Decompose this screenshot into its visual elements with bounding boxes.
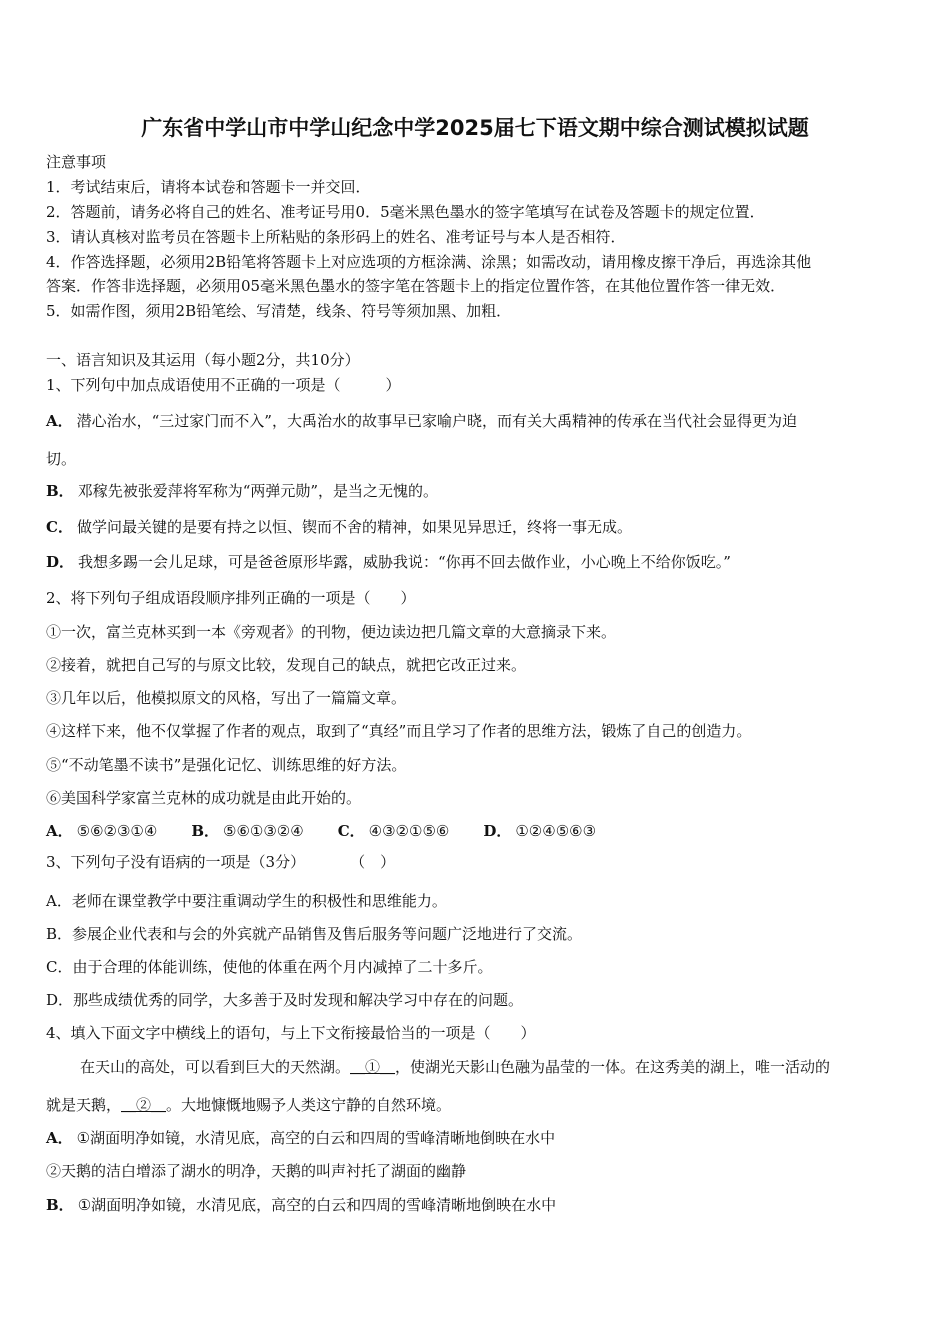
option-text: ①②④⑤⑥③: [515, 822, 597, 840]
q1-option-a-cont: 切。: [46, 450, 77, 468]
blank-1: ＿①＿: [350, 1058, 396, 1076]
option-letter: B．: [46, 1196, 74, 1214]
option-text: ①湖面明净如镜，水清见底，高空的白云和四周的雪峰清晰地倒映在水中: [76, 1129, 556, 1147]
q2-option-c: [338, 821, 450, 841]
option-text: 做学问最关键的是要有持之以恒、锲而不舍的精神，如果见异思迁，终将一事无成。: [76, 518, 632, 536]
option-text: ⑤⑥②③①④: [76, 822, 158, 840]
section-heading: 一、语言知识及其运用（每小题2分，共10分）: [46, 351, 360, 369]
q2-options: [46, 821, 630, 841]
option-text: 邓稼先被张爱萍将军称为“两弹元勋”，是当之无愧的。: [77, 482, 439, 500]
notice-heading: 注意事项: [46, 153, 107, 171]
q4-option-b: [46, 1195, 556, 1215]
q2-stem: 2、将下列句子组成语段顺序排列正确的一项是（ ）: [46, 589, 416, 607]
passage-text: 在天山的高处，可以看到巨大的天然湖。: [80, 1058, 351, 1076]
option-letter: B．: [191, 822, 220, 840]
option-letter: A．: [46, 412, 73, 430]
option-letter: A．: [46, 1129, 73, 1147]
option-text: ①湖面明净如镜，水清见底，高空的白云和四周的雪峰清晰地倒映在水中: [77, 1196, 557, 1214]
option-text: 我想多踢一会儿足球，可是爸爸原形毕露，威胁我说：“你再不回去做作业，小心晚上不给你饭吃。”: [78, 553, 731, 571]
q2-option-a: [46, 821, 157, 841]
notice-item-4: 4．作答选择题，必须用2B铅笔将答题卡上对应选项的方框涂满、涂黑；如需改动，请用橡皮擦干净后，再选涂其他: [46, 253, 812, 271]
option-letter: C．: [337, 822, 365, 840]
blank-2: ＿②＿: [121, 1096, 167, 1114]
page-title: 广东省中学山市中学山纪念中学2025届七下语文期中综合测试模拟试题: [141, 116, 809, 140]
q3-option-b: B．参展企业代表和与会的外宾就产品销售及售后服务等问题广泛地进行了交流。: [46, 925, 583, 943]
q4-option-a: [46, 1128, 555, 1148]
option-letter: D．: [46, 553, 75, 571]
notice-item-1: 1．考试结束后，请将本试卷和答题卡一并交回．: [46, 178, 371, 196]
option-letter: B．: [46, 482, 74, 500]
q4-option-a-line-2: ②天鹅的洁白增添了湖水的明净，天鹅的叫声衬托了湖面的幽静: [46, 1162, 467, 1180]
q2-option-d: [483, 821, 596, 841]
q3-option-d: D．那些成绩优秀的同学，大多善于及时发现和解决学习中存在的问题。: [46, 991, 524, 1009]
passage-text: 。大地慷慨地赐予人类这宁静的自然环境。: [166, 1096, 452, 1114]
q1-option-c: [46, 517, 632, 537]
passage-text: 就是天鹅，: [46, 1096, 122, 1114]
passage-text: ，使湖光天影山色融为晶莹的一体。在这秀美的湖上，唯一活动的: [395, 1058, 831, 1076]
q2-sentence-5: ⑤“不动笔墨不读书”是强化记忆、训练思维的好方法。: [46, 756, 407, 774]
q2-sentence-2: ②接着，就把自己写的与原文比较，发现自己的缺点，就把它改正过来。: [46, 656, 527, 674]
q2-sentence-4: ④这样下来，他不仅掌握了作者的观点，取到了“真经”而且学习了作者的思维方法，锻炼了自己的创造力。: [46, 722, 752, 740]
option-letter: D．: [483, 822, 512, 840]
q3-option-c: C．由于合理的体能训练，使他的体重在两个月内减掉了二十多斤。: [46, 958, 493, 976]
q1-option-b: [46, 481, 438, 501]
q2-option-b: [191, 821, 303, 841]
option-text: ④③②①⑤⑥: [368, 822, 450, 840]
q1-option-a: [46, 411, 797, 431]
option-text: ⑤⑥①③②④: [223, 822, 304, 840]
notice-item-5: 5．如需作图，须用2B铅笔绘、写清楚，线条、符号等须加黑、加粗．: [46, 302, 512, 320]
q2-sentence-1: ①一次，富兰克林买到一本《旁观者》的刊物，便边读边把几篇文章的大意摘录下来。: [46, 623, 617, 641]
notice-item-3: 3．请认真核对监考员在答题卡上所粘贴的条形码上的姓名、准考证号与本人是否相符．: [46, 228, 626, 246]
option-letter: C．: [46, 518, 73, 536]
option-text: 潜心治水，“三过家门而不入”，大禹治水的故事早已家喻户晓，而有关大禹精神的传承在当代社会显得更为迫: [76, 412, 797, 430]
notice-item-2: 2．答题前，请务必将自己的姓名、准考证号用0．5毫米黑色墨水的签字笔填写在试卷及答题卡的规定位置．: [46, 203, 765, 221]
q4-passage-line-2: [46, 1095, 451, 1115]
q1-option-d: [46, 552, 731, 572]
notice-item-4-cont: 答案．作答非选择题，必须用05毫米黑色墨水的签字笔在答题卡上的指定位置作答，在其他位置作答一律无效．: [46, 277, 786, 295]
option-letter: A．: [46, 822, 73, 840]
q2-sentence-6: ⑥美国科学家富兰克林的成功就是由此开始的。: [46, 789, 362, 807]
q3-stem: 3、下列句子没有语病的一项是（3分） （ ）: [46, 853, 396, 871]
q2-sentence-3: ③几年以后，他模拟原文的风格，写出了一篇篇文章。: [46, 689, 407, 707]
q4-stem: 4、填入下面文字中横线上的语句，与上下文衔接最恰当的一项是（ ）: [46, 1024, 536, 1042]
q3-option-a: A．老师在课堂教学中要注重调动学生的积极性和思维能力。: [46, 892, 447, 910]
q4-passage-line-1: [80, 1057, 830, 1077]
q1-stem: 1、下列句中加点成语使用不正确的一项是（ ）: [46, 376, 401, 394]
